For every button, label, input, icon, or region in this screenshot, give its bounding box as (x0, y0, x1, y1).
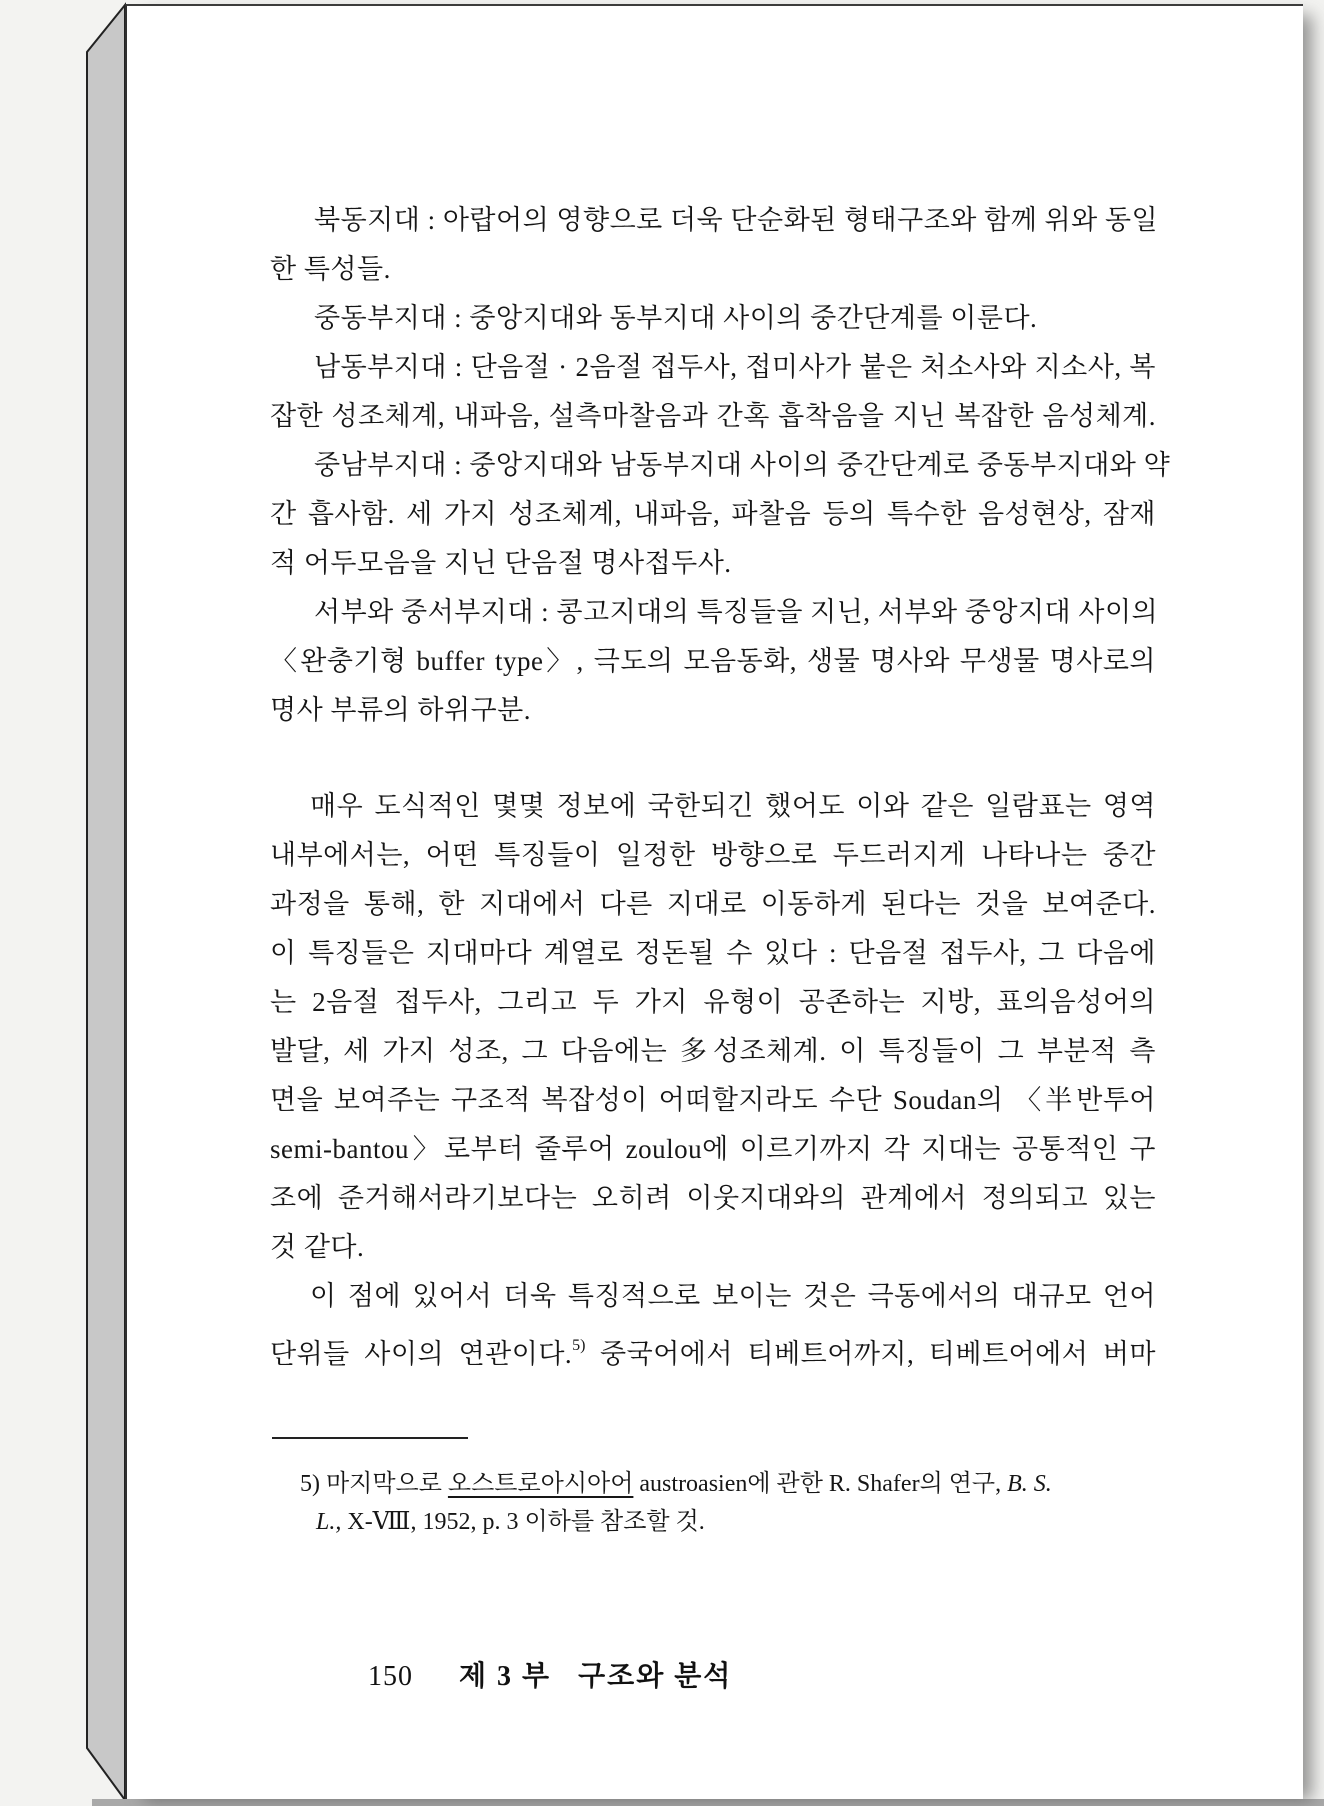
journal-abbrev: B. S. (1007, 1471, 1052, 1497)
text-line: 과정을 통해, 한 지대에서 다른 지대로 이동하게 된다는 것을 보여준다. (270, 889, 1156, 919)
text-segment: X-Ⅷ, 1952, p. 3 이하를 참조할 것. (341, 1509, 705, 1535)
paragraph-far-east (270, 1272, 1156, 1379)
journal-abbrev: L., (316, 1509, 342, 1535)
text-segment: austroasien에 관한 R. Shafer의 연구, (633, 1471, 1008, 1497)
page-bottom-shadow (92, 1799, 1324, 1806)
text-segment: 중국어에서 티베트어까지, 티베트어에서 버마 (585, 1339, 1156, 1369)
text-line: 것 같다. (270, 1232, 365, 1262)
text-line: 한 특성들. (270, 254, 391, 284)
page-number: 150 (368, 1661, 413, 1692)
text-line: 적 어두모음을 지닌 단음절 명사접두사. (270, 548, 732, 578)
zone-descriptions (270, 196, 1171, 735)
text-segment: 단위들 사이의 연관이다. (270, 1339, 573, 1369)
text-line: 〈완충기형 buffer type〉, 극도의 모음동화, 생물 명사와 무생물 명사로의 (270, 646, 1156, 676)
footnote (270, 1465, 1156, 1541)
text-line: 면을 보여주는 구조적 복잡성이 어떠할지라도 수단 Soudan의 〈半반투어 (270, 1085, 1156, 1115)
footnote-reference: 5) (572, 1337, 586, 1354)
text-line: 서부와 중서부지대 : 콩고지대의 특징들을 지닌, 서부와 중앙지대 사이의 (314, 597, 1159, 627)
page-footer (270, 1623, 1156, 1731)
text-line: semi-bantou〉로부터 줄루어 zoulou에 이르기까지 각 지대는 공통적인 구 (270, 1134, 1156, 1164)
text-line: 북동지대 : 아랍어의 영향으로 더욱 단순화된 형태구조와 함께 위와 동일 (314, 205, 1159, 235)
text-line: 내부에서는, 어떤 특징들이 일정한 방향으로 두드러지게 나타나는 중간 (270, 840, 1156, 870)
section-title: 제 3 부 구조와 분석 (459, 1661, 733, 1692)
footnote-line (270, 1503, 1156, 1541)
paragraph-overview (270, 782, 1156, 1272)
book-page (125, 4, 1303, 1799)
text-line: 이 점에 있어서 더욱 특징적으로 보이는 것은 극동에서의 대규모 언어 (310, 1281, 1156, 1311)
text-segment: 5) 마지막으로 (300, 1471, 448, 1497)
text-line: 간 흡사함. 세 가지 성조체계, 내파음, 파찰음 등의 특수한 음성현상, 잠재 (270, 499, 1156, 529)
text-line: 잡한 성조체계, 내파음, 설측마찰음과 간혹 흡착음을 지닌 복잡한 음성체계. (270, 401, 1156, 431)
page-stack-edge (87, 5, 125, 1800)
footnote-line (270, 1465, 1156, 1503)
underlined-term: 오스트로아시아어 (447, 1471, 634, 1497)
page-body (270, 6, 1171, 1731)
footnote-divider (272, 1437, 468, 1439)
text-line: 중동부지대 : 중앙지대와 동부지대 사이의 중간단계를 이룬다. (314, 303, 1038, 333)
paragraph-spacer (270, 735, 1156, 782)
text-line: 남동부지대 : 단음절 · 2음절 접두사, 접미사가 붙은 처소사와 지소사, 복 (314, 352, 1156, 382)
text-line (270, 1321, 1156, 1379)
text-line: 명사 부류의 하위구분. (270, 695, 531, 725)
text-line: 는 2음절 접두사, 그리고 두 가지 유형이 공존하는 지방, 표의음성어의 (270, 987, 1156, 1017)
text-line: 발달, 세 가지 성조, 그 다음에는 多성조체계. 이 특징들이 그 부분적 측 (270, 1036, 1156, 1066)
text-line: 조에 준거해서라기보다는 오히려 이웃지대와의 관계에서 정의되고 있는 (270, 1183, 1156, 1213)
text-line: 매우 도식적인 몇몇 정보에 국한되긴 했어도 이와 같은 일람표는 영역 (310, 791, 1156, 821)
text-line: 이 특징들은 지대마다 계열로 정돈될 수 있다 : 단음절 접두사, 그 다음에 (270, 938, 1156, 968)
text-line: 중남부지대 : 중앙지대와 남동부지대 사이의 중간단계로 중동부지대와 약 (314, 450, 1171, 480)
